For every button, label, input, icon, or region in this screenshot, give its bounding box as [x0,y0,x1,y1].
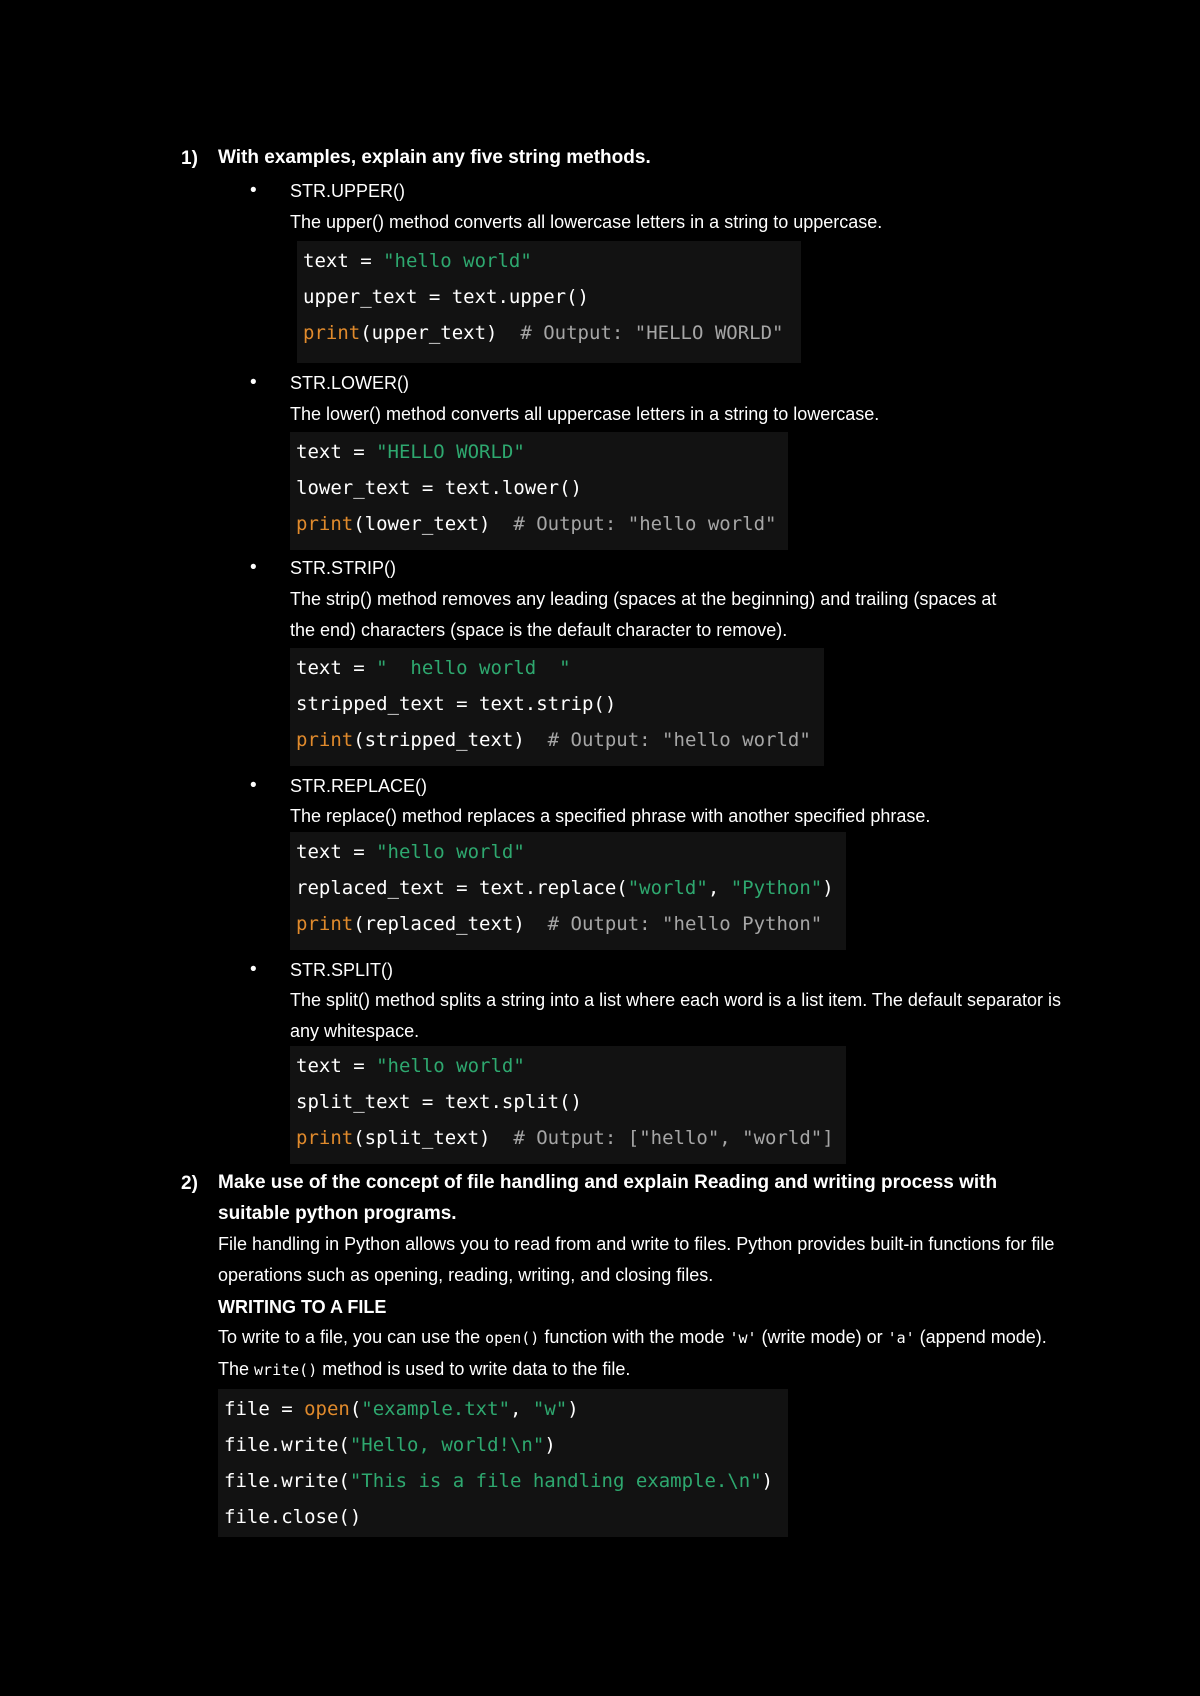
bullet: • [250,180,257,201]
code-line: text = " hello world " [296,657,571,679]
bullet: • [250,959,257,980]
code-line: print(lower_text) # Output: "hello world" [296,513,777,535]
bullet: • [250,372,257,393]
code-block-replace [290,832,846,950]
code-line: text = "hello world" [303,250,532,272]
method-heading-upper: STR.UPPER() [290,181,406,201]
writing-description: To write to a file, you can use the open() function with the mode 'w' (write mode) or 'a' (append mode). The write() method is used to write data to the file. [218,1327,1047,1379]
code-line: lower_text = text.lower() [296,477,582,499]
code-line: file = open("example.txt", "w") [224,1398,579,1420]
question-1-number: 1) [181,148,198,169]
method-desc-upper: The upper() method converts all lowercase letters in a string to uppercase. [290,212,883,232]
code-line: file.close() [224,1506,362,1528]
code-line: text = "hello world" [296,841,525,863]
file-handling-intro: File handling in Python allows you to read from and write to files. Python provides built-in functions for file operations such as opening, reading, writing, and closing files. [218,1234,1055,1285]
code-block-split [290,1046,846,1164]
code-block-strip [290,648,824,766]
method-desc-split: The split() method splits a string into a list where each word is a list item. The default separator is any whitespace. [290,990,1062,1041]
method-heading-strip: STR.STRIP() [290,558,396,578]
code-block-upper [297,241,801,363]
code-line: stripped_text = text.strip() [296,693,617,715]
bullet: • [250,557,257,578]
code-line: replaced_text = text.replace("world", "Python") [296,877,834,899]
question-1-title: With examples, explain any five string methods. [218,147,651,168]
method-heading-split: STR.SPLIT() [290,960,394,980]
code-block-file-write [218,1389,788,1537]
code-line: print(upper_text) # Output: "HELLO WORLD" [303,322,784,344]
code-block-lower [290,432,788,550]
code-line: print(stripped_text) # Output: "hello world" [296,729,811,751]
code-line: print(replaced_text) # Output: "hello Python" [296,913,823,935]
question-2-number: 2) [181,1173,198,1194]
code-line: file.write("This is a file handling example.\n") [224,1470,774,1492]
bullet: • [250,775,257,796]
code-line: text = "HELLO WORLD" [296,441,525,463]
code-line: text = "hello world" [296,1055,525,1077]
method-desc-replace: The replace() method replaces a specified phrase with another specified phrase. [290,806,931,826]
writing-subheading: WRITING TO A FILE [218,1297,387,1317]
method-heading-replace: STR.REPLACE() [290,776,428,796]
code-line: upper_text = text.upper() [303,286,589,308]
code-line: split_text = text.split() [296,1091,582,1113]
method-desc-lower: The lower() method converts all uppercase letters in a string to lowercase. [290,404,880,424]
code-line: print(split_text) # Output: ["hello", "world"] [296,1127,834,1149]
code-line: file.write("Hello, world!\n") [224,1434,556,1456]
method-desc-strip: The strip() method removes any leading (spaces at the beginning) and trailing (spaces at the end) characters (space is the default character to remove). [290,589,997,640]
question-2-title: Make use of the concept of file handling and explain Reading and writing process with suitable python programs. [218,1172,998,1224]
method-heading-lower: STR.LOWER() [290,373,409,393]
